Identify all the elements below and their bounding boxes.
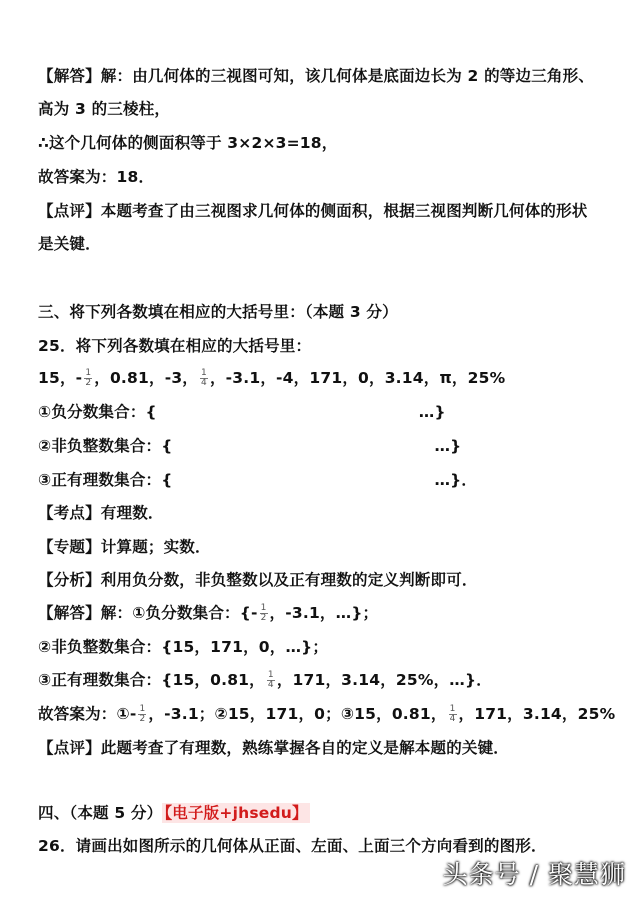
knowledge-point: 【考点】有理数． — [38, 504, 164, 522]
solution-line-3: ∴这个几何体的侧面积等于 3×2×3=18， — [38, 134, 338, 152]
fraction-quarter: $\frac{1}{4}$ — [201, 368, 207, 388]
fraction-half: $\frac{1}{2}$ — [260, 603, 267, 623]
final-answer: 故答案为：①- $\frac{1}{2}$ ，-3.1；②15，171，0；③15，0.81， $\frac{1}{4}$ ，171，3.14，25% — [38, 704, 616, 724]
question-25-title: 25．将下列各数填在相应的大括号里： — [38, 337, 312, 355]
number-list-part-2: ，0.81，-3， — [94, 369, 199, 387]
number-list-part-3: ，-3.1，-4，171，0，3.14，π，25% — [209, 369, 506, 387]
comment-line-2: 是关键． — [38, 235, 101, 253]
section-4-title: 四、（本题 5 分） — [38, 804, 163, 822]
solution-line-2: 高为 3 的三棱柱， — [38, 100, 171, 118]
comment-line-1: 【点评】本题考查了由三视图求几何体的侧面积，根据三视图判断几何体的形状 — [38, 202, 588, 220]
answer-set-1: 【解答】解：①负分数集合：{- $\frac{1}{2}$ ，-3.1，…}； — [38, 603, 379, 623]
question-26: 26．请画出如图所示的几何体从正面、左面、上面三个方向看到的图形． — [38, 837, 547, 855]
set-1-label: ①负分数集合：{ — [38, 403, 157, 421]
fraction-half: $\frac{1}{2}$ — [85, 368, 92, 388]
fraction-quarter: $\frac{1}{4}$ — [449, 704, 456, 724]
fraction-half: $\frac{1}{2}$ — [139, 704, 146, 724]
set-nonnegative-integers — [38, 436, 461, 456]
set-3-label: ③正有理数集合：{ — [38, 471, 173, 489]
set-1-end: …} — [418, 403, 446, 421]
number-list — [38, 368, 505, 388]
edition-tag: 【电子版+jhsedu】 — [164, 804, 308, 822]
set-positive-rationals — [38, 470, 477, 490]
section-3-heading: 三、将下列各数填在相应的大括号里：（本题 3 分） — [38, 303, 398, 321]
answer-set-3: ③正有理数集合：{15，0.81， $\frac{1}{4}$ ，171，3.14，25%，…}． — [38, 670, 492, 690]
comment: 【点评】此题考查了有理数，熟练掌握各自的定义是解本题的关键． — [38, 739, 510, 757]
answer-line: 故答案为：18． — [38, 168, 155, 186]
watermark: 头条号 / 聚慧狮 — [442, 860, 626, 889]
set-negative-fractions — [38, 402, 446, 422]
set-2-label: ②非负整数集合：{ — [38, 437, 173, 455]
set-3-end: …}． — [434, 471, 478, 489]
solution-line-1: 【解答】解：由几何体的三视图可知，该几何体是底面边长为 2 的等边三角形、 — [38, 67, 594, 85]
topic: 【专题】计算题；实数． — [38, 538, 211, 556]
answer-set-2: ②非负整数集合：{15，171，0，…}； — [38, 638, 329, 656]
set-2-end: …} — [434, 437, 462, 455]
number-list-part-1: 15，- — [38, 369, 83, 387]
fraction-quarter: $\frac{1}{4}$ — [267, 670, 274, 690]
section-4-heading — [38, 803, 310, 823]
analysis: 【分析】利用负分数，非负整数以及正有理数的定义判断即可． — [38, 571, 478, 589]
